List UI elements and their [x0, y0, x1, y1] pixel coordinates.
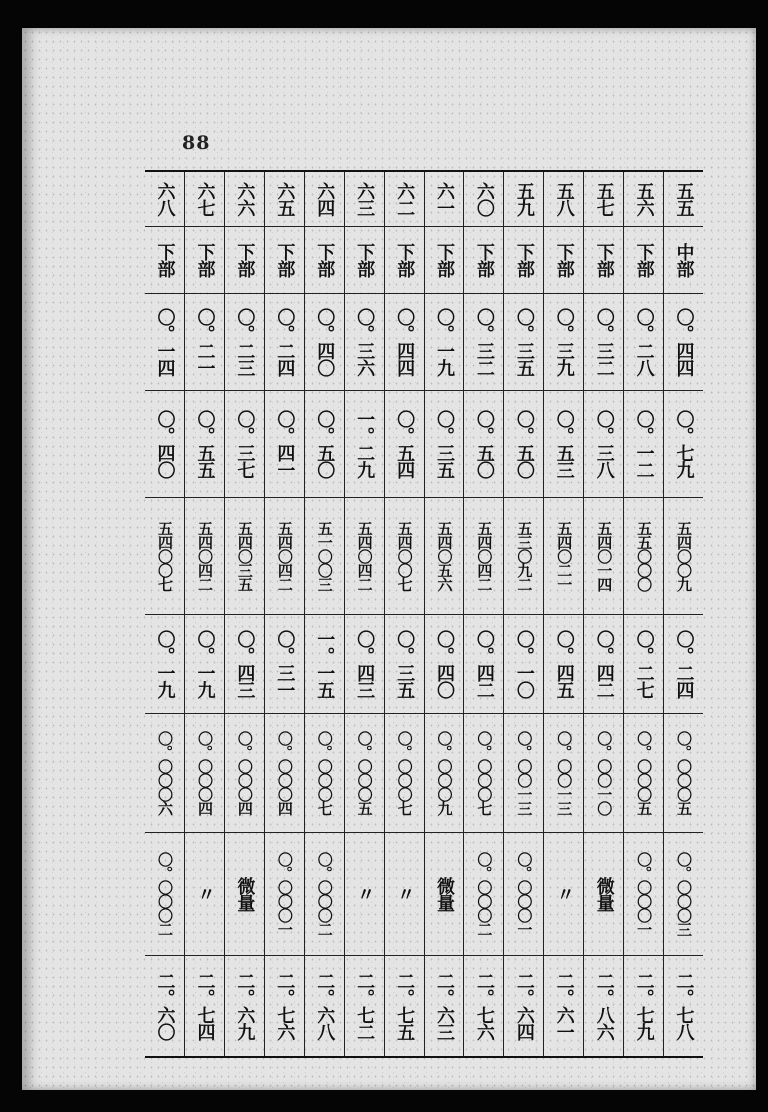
value-cell	[425, 614, 464, 713]
cell-text: 〇。四一	[274, 409, 296, 478]
value-cell	[464, 955, 503, 1056]
cell-text: 五四〇二一	[555, 520, 574, 591]
value-cell	[185, 955, 224, 1056]
cell-text: 〇。五三	[553, 409, 575, 478]
cell-text: 五四〇五六	[435, 520, 454, 591]
value-cell	[225, 497, 264, 614]
cell-text: 〇。〇〇一三	[555, 730, 574, 815]
sample-id-cell	[664, 172, 703, 226]
cell-text: 〇。〇〇〇二	[475, 851, 494, 936]
value-cell	[185, 832, 224, 955]
cell-text: 〇。二一	[194, 307, 216, 376]
cell-text: 〇。〇〇一〇	[595, 730, 614, 815]
value-cell	[425, 955, 464, 1056]
value-cell	[385, 390, 424, 497]
value-cell	[464, 390, 503, 497]
cell-text: 〇。二七	[633, 629, 655, 698]
value-cell	[345, 713, 384, 832]
value-cell	[624, 390, 663, 497]
cell-text: 微量	[234, 876, 256, 911]
value-cell	[584, 497, 623, 614]
sample-id-cell	[624, 172, 663, 226]
cell-text: 下部	[434, 242, 455, 277]
cell-text: 〇。五〇	[513, 409, 535, 478]
row-divider	[145, 390, 703, 391]
cell-text: 〇。三二	[593, 307, 615, 376]
cell-text: 〃	[194, 885, 216, 902]
cell-text: 〇。〇〇〇五	[635, 730, 654, 815]
row-divider	[145, 955, 703, 956]
sample-id-cell	[464, 172, 503, 226]
row-divider	[145, 293, 703, 294]
value-cell	[345, 955, 384, 1056]
cell-text: 〇。〇〇〇四	[275, 730, 294, 815]
cell-text: 〇。一四	[154, 307, 176, 376]
value-cell	[305, 390, 344, 497]
location-cell	[185, 226, 224, 293]
value-cell	[345, 293, 384, 390]
cell-text: 〇。一〇	[513, 629, 535, 698]
cell-text: 下部	[633, 242, 655, 277]
cell-text: 二。七八	[673, 971, 695, 1040]
value-cell	[185, 390, 224, 497]
cell-text: 〇。二四	[274, 307, 296, 376]
cell-text: 二。七五	[394, 971, 416, 1040]
cell-text: 二。七四	[194, 971, 216, 1040]
cell-text: 下部	[394, 242, 416, 277]
value-cell	[504, 293, 543, 390]
value-cell	[584, 713, 623, 832]
value-cell	[425, 497, 464, 614]
value-cell	[624, 293, 663, 390]
cell-text: 五七	[593, 182, 615, 216]
value-cell	[305, 832, 344, 955]
value-cell	[504, 713, 543, 832]
cell-text: 〇。四二	[473, 629, 495, 698]
value-cell	[385, 955, 424, 1056]
cell-text: 〇。四四	[673, 307, 695, 376]
location-cell	[265, 226, 304, 293]
location-cell	[624, 226, 663, 293]
value-cell	[265, 390, 304, 497]
cell-text: 五四〇三五	[235, 520, 254, 591]
value-cell	[265, 497, 304, 614]
cell-text: 〇。〇〇〇五	[675, 730, 694, 815]
value-cell	[145, 832, 184, 955]
value-cell	[584, 832, 623, 955]
value-cell	[145, 390, 184, 497]
value-cell	[265, 614, 304, 713]
cell-text: 五一〇〇三	[315, 520, 334, 591]
cell-text: 〇。三五	[394, 629, 416, 698]
cell-text: 下部	[473, 242, 495, 277]
cell-text: 〇。七九	[673, 409, 695, 478]
value-cell	[145, 614, 184, 713]
cell-text: 二。六九	[234, 971, 256, 1040]
cell-text: 〇。〇〇〇四	[235, 730, 254, 815]
location-cell	[584, 226, 623, 293]
value-cell	[664, 293, 703, 390]
location-cell	[664, 226, 703, 293]
location-cell	[305, 226, 344, 293]
cell-text: 〇。〇〇〇七	[395, 730, 414, 815]
sample-id-cell	[385, 172, 424, 226]
cell-text: 二。八六	[593, 971, 615, 1040]
value-cell	[225, 293, 264, 390]
cell-text: 〇。五〇	[314, 409, 336, 478]
value-cell	[225, 832, 264, 955]
value-cell	[225, 713, 264, 832]
cell-text: 〇。三八	[593, 409, 615, 478]
value-cell	[265, 293, 304, 390]
value-cell	[464, 293, 503, 390]
cell-text: 〃	[553, 885, 575, 902]
cell-text: 〇。一九	[194, 629, 216, 698]
cell-text: 〇。三五	[434, 409, 455, 478]
cell-text: 五四〇〇七	[395, 520, 414, 591]
cell-text: 一。一五	[314, 629, 336, 698]
value-cell	[464, 832, 503, 955]
cell-text: 二。七六	[274, 971, 296, 1040]
cell-text: 〇。一九	[154, 629, 176, 698]
cell-text: 〇。〇〇〇七	[475, 730, 494, 815]
value-cell	[425, 832, 464, 955]
cell-text: 〇。一九	[434, 307, 455, 376]
sample-id-cell	[185, 172, 224, 226]
value-cell	[425, 713, 464, 832]
sample-id-cell	[504, 172, 543, 226]
value-cell	[225, 614, 264, 713]
cell-text: 下部	[234, 242, 256, 277]
value-cell	[345, 497, 384, 614]
cell-text: 五三〇九二	[515, 520, 534, 591]
value-cell	[584, 390, 623, 497]
cell-text: 六六	[234, 182, 256, 216]
cell-text: 六二	[394, 182, 416, 216]
cell-text: 〇。五四	[394, 409, 416, 478]
cell-text: 五九	[513, 182, 535, 216]
value-cell	[145, 293, 184, 390]
value-cell	[305, 497, 344, 614]
cell-text: 〇。三二	[473, 307, 495, 376]
cell-text: 〇。〇〇〇六	[156, 730, 175, 815]
cell-text: 六八	[154, 182, 176, 216]
cell-text: 二。六四	[513, 971, 535, 1040]
value-cell	[544, 293, 583, 390]
value-cell	[185, 713, 224, 832]
cell-text: 〇。〇〇〇一	[515, 851, 534, 936]
cell-text: 五四〇四二	[195, 520, 214, 591]
value-cell	[464, 713, 503, 832]
value-cell	[544, 713, 583, 832]
cell-text: 〇。四三	[354, 629, 376, 698]
value-cell	[425, 293, 464, 390]
cell-text: 〇。二三	[234, 307, 256, 376]
value-cell	[145, 713, 184, 832]
cell-text: 〇。二四	[673, 629, 695, 698]
value-cell	[265, 713, 304, 832]
cell-text: 〇。四五	[553, 629, 575, 698]
cell-text: 〃	[354, 885, 376, 902]
value-cell	[504, 390, 543, 497]
cell-text: 二。六〇	[154, 971, 176, 1040]
value-cell	[664, 713, 703, 832]
value-cell	[504, 955, 543, 1056]
value-cell	[664, 497, 703, 614]
cell-text: 下部	[354, 242, 376, 277]
location-cell	[504, 226, 543, 293]
value-cell	[624, 955, 663, 1056]
value-cell	[664, 390, 703, 497]
row-divider	[145, 713, 703, 714]
value-cell	[664, 832, 703, 955]
value-cell	[544, 497, 583, 614]
value-cell	[664, 614, 703, 713]
value-cell	[584, 293, 623, 390]
cell-text: 下部	[154, 242, 176, 277]
cell-text: 〇。〇〇〇九	[435, 730, 454, 815]
value-cell	[345, 832, 384, 955]
value-cell	[584, 955, 623, 1056]
sample-id-cell	[225, 172, 264, 226]
value-cell	[385, 614, 424, 713]
value-cell	[504, 497, 543, 614]
value-cell	[464, 614, 503, 713]
cell-text: 五四〇〇九	[675, 520, 694, 591]
value-cell	[624, 713, 663, 832]
cell-text: 五八	[553, 182, 575, 216]
data-table	[145, 170, 703, 1058]
cell-text: 〇。〇〇〇一	[635, 851, 654, 936]
cell-text: 五五〇〇〇	[635, 520, 654, 591]
value-cell	[385, 713, 424, 832]
location-cell	[544, 226, 583, 293]
cell-text: 〃	[394, 885, 416, 902]
cell-text: 〇。〇〇〇三	[675, 851, 694, 936]
value-cell	[624, 614, 663, 713]
sample-id-cell	[345, 172, 384, 226]
value-cell	[225, 390, 264, 497]
value-cell	[425, 390, 464, 497]
cell-text: 五四〇四二	[275, 520, 294, 591]
cell-text: 下部	[314, 242, 336, 277]
sample-id-cell	[305, 172, 344, 226]
cell-text: 五四〇四二	[355, 520, 374, 591]
location-cell	[425, 226, 464, 293]
cell-text: 〇。四〇	[314, 307, 336, 376]
cell-text: 二。七九	[633, 971, 655, 1040]
value-cell	[305, 713, 344, 832]
value-cell	[305, 293, 344, 390]
cell-text: 一。二九	[354, 409, 376, 478]
cell-text: 五六	[633, 182, 655, 216]
cell-text: 〇。四〇	[434, 629, 455, 698]
row-divider	[145, 497, 703, 498]
cell-text: 〇。三七	[234, 409, 256, 478]
cell-text: 五五	[673, 182, 695, 216]
value-cell	[305, 955, 344, 1056]
value-cell	[544, 832, 583, 955]
cell-text: 〇。四三	[234, 629, 256, 698]
cell-text: 二。六三	[434, 971, 455, 1040]
value-cell	[385, 293, 424, 390]
cell-text: 〇。一二	[633, 409, 655, 478]
value-cell	[544, 390, 583, 497]
cell-text: 〇。〇〇〇二	[156, 851, 175, 936]
cell-text: 〇。〇〇〇七	[315, 730, 334, 815]
cell-text: 〇。五〇	[473, 409, 495, 478]
sample-id-cell	[265, 172, 304, 226]
cell-text: 微量	[434, 876, 455, 911]
sample-id-cell	[145, 172, 184, 226]
cell-text: 二。七二	[354, 971, 376, 1040]
cell-text: 〇。四二	[593, 629, 615, 698]
sample-id-cell	[425, 172, 464, 226]
value-cell	[225, 955, 264, 1056]
cell-text: 六一	[434, 182, 455, 216]
value-cell	[265, 832, 304, 955]
page-number: 88	[182, 132, 211, 154]
cell-text: 六七	[194, 182, 216, 216]
cell-text: 二。六八	[314, 971, 336, 1040]
cell-text: 〇。〇〇〇二	[315, 851, 334, 936]
cell-text: 〇。三六	[354, 307, 376, 376]
sample-id-cell	[584, 172, 623, 226]
value-cell	[624, 497, 663, 614]
row-divider	[145, 614, 703, 615]
cell-text: 〇。〇〇〇四	[195, 730, 214, 815]
value-cell	[385, 497, 424, 614]
cell-text: 微量	[593, 876, 615, 911]
sample-id-cell	[544, 172, 583, 226]
value-cell	[345, 390, 384, 497]
cell-text: 下部	[513, 242, 535, 277]
cell-text: 〇。〇〇〇五	[355, 730, 374, 815]
book-page	[22, 28, 756, 1090]
row-divider	[145, 832, 703, 833]
cell-text: 〇。三一	[274, 629, 296, 698]
cell-text: 六三	[354, 182, 376, 216]
cell-text: 〇。五五	[194, 409, 216, 478]
location-cell	[225, 226, 264, 293]
location-cell	[145, 226, 184, 293]
value-cell	[145, 497, 184, 614]
value-cell	[544, 614, 583, 713]
cell-text: 下部	[194, 242, 216, 277]
value-cell	[265, 955, 304, 1056]
cell-text: 〇。三九	[553, 307, 575, 376]
cell-text: 〇。二八	[633, 307, 655, 376]
value-cell	[145, 955, 184, 1056]
value-cell	[464, 497, 503, 614]
row-divider	[145, 226, 703, 227]
value-cell	[345, 614, 384, 713]
cell-text: 下部	[553, 242, 575, 277]
cell-text: 六〇	[473, 182, 495, 216]
cell-text: 六五	[274, 182, 296, 216]
cell-text: 〇。四〇	[154, 409, 176, 478]
value-cell	[185, 497, 224, 614]
value-cell	[664, 955, 703, 1056]
cell-text: 〇。三五	[513, 307, 535, 376]
value-cell	[504, 832, 543, 955]
cell-text: 二。六一	[553, 971, 575, 1040]
value-cell	[584, 614, 623, 713]
value-cell	[385, 832, 424, 955]
cell-text: 下部	[274, 242, 296, 277]
cell-text: 二。七六	[473, 971, 495, 1040]
value-cell	[624, 832, 663, 955]
location-cell	[345, 226, 384, 293]
value-cell	[544, 955, 583, 1056]
location-cell	[385, 226, 424, 293]
cell-text: 〇。〇〇一三	[515, 730, 534, 815]
cell-text: 〇。四四	[394, 307, 416, 376]
cell-text: 五四〇〇七	[156, 520, 175, 591]
cell-text: 下部	[593, 242, 615, 277]
value-cell	[504, 614, 543, 713]
cell-text: 〇。〇〇〇一	[275, 851, 294, 936]
cell-text: 五四〇一四	[595, 520, 614, 591]
value-cell	[185, 614, 224, 713]
value-cell	[185, 293, 224, 390]
location-cell	[464, 226, 503, 293]
value-cell	[305, 614, 344, 713]
cell-text: 六四	[314, 182, 336, 216]
cell-text: 五四〇四二	[475, 520, 494, 591]
cell-text: 中部	[673, 242, 695, 277]
